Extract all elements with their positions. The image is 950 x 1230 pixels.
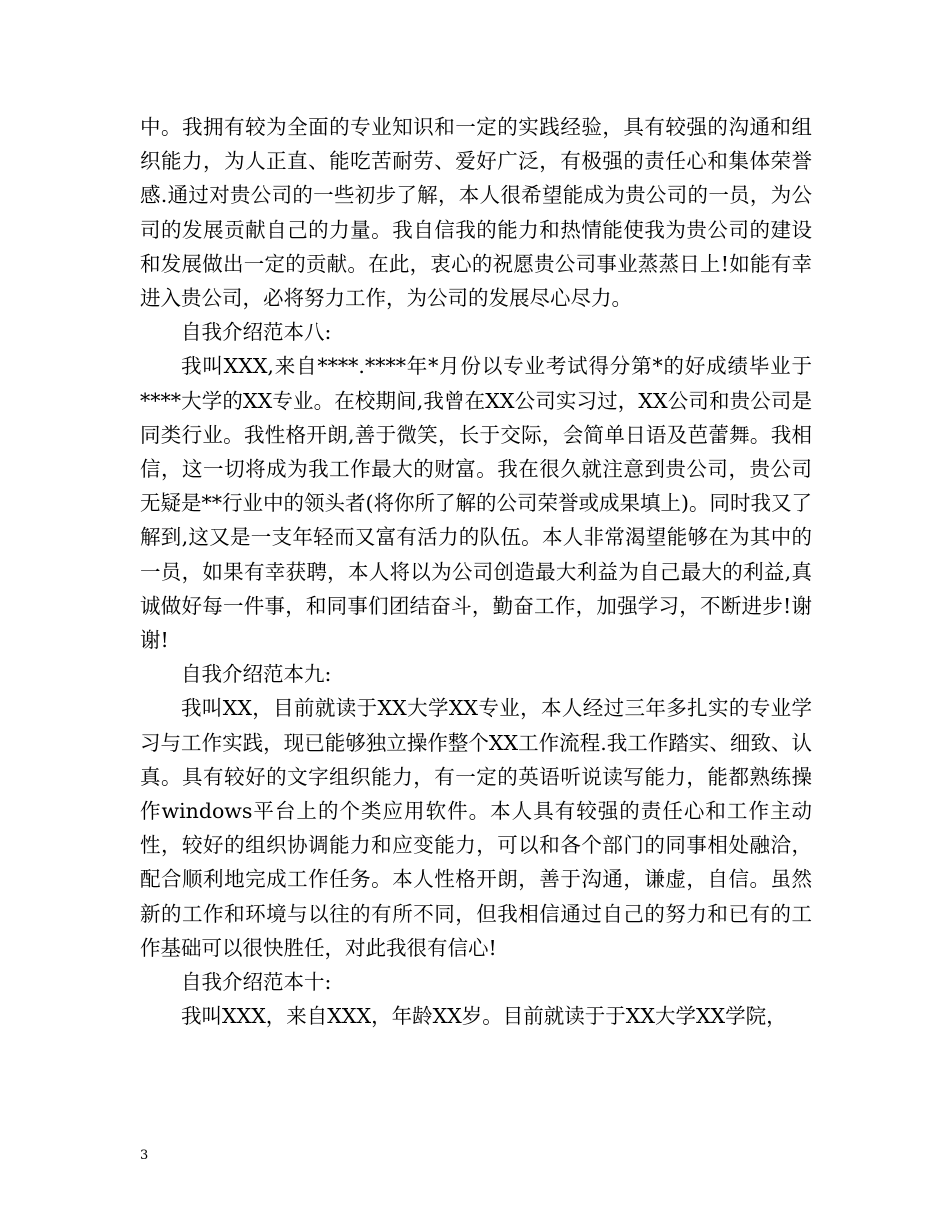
heading-sample-ten: 自我介绍范本十: bbox=[181, 970, 332, 995]
heading-sample-eight: 自我介绍范本八: bbox=[181, 320, 332, 345]
paragraph-sample-nine: 我叫XX，目前就读于XX大学XX专业，本人经过三年多扎实的专业学习与工作实践，现已能够独立操作整个XX工作流程.我工作踏实、细致、认真。具有较好的文字组织能力，有一定的英语听说读写能力，能都熟练操作windows平台上的个类应用软件。本人具有较强的责任心和工作主动性，较好的组织协调能力和应变能力，可以和各个部门的同事相处融洽，配合顺利地完成工作任务。本人性格开朗，善于沟通，谦虚，自信。虽然新的工作和环境与以往的有所不同，但我相信通过自己的努力和已有的工作基础可以很快胜任，对此我很有信心! bbox=[140, 696, 812, 960]
paragraph-intro-continued: 中。我拥有较为全面的专业知识和一定的实践经验，具有较强的沟通和组织能力，为人正直、能吃苦耐劳、爱好广泛，有极强的责任心和集体荣誉感.通过对贵公司的一些初步了解，本人很希望能成为贵公司的一员，为公司的发展贡献自己的力量。我自信我的能力和热情能使我为贵公司的建设和发展做出一定的贡献。在此，衷心的祝愿贵公司事业蒸蒸日上!如能有幸进入贵公司，必将努力工作，为公司的发展尽心尽力。 bbox=[140, 115, 812, 311]
paragraph-sample-ten: 我叫XXX，来自XXX，年龄XX岁。目前就读于于XX大学XX学院， bbox=[181, 1004, 787, 1029]
heading-sample-nine: 自我介绍范本九: bbox=[181, 662, 332, 687]
page-number: 3 bbox=[140, 1148, 149, 1163]
paragraph-sample-eight: 我叫XXX,来自****.****年*月份以专业考试得分第*的好成绩毕业于****大学的XX专业。在校期间,我曾在XX公司实习过，XX公司和贵公司是同类行业。我性格开朗,善于微笑，长于交际，会简单日语及芭蕾舞。我相信，这一切将成为我工作最大的财富。我在很久就注意到贵公司，贵公司无疑是**行业中的领头者(将你所了解的公司荣誉或成果填上)。同时我又了解到,这又是一支年轻而又富有活力的队伍。本人非常渴望能够在为其中的一员，如果有幸获聘，本人将以为公司创造最大利益为自己最大的利益,真诚做好每一件事，和同事们团结奋斗，勤奋工作，加强学习，不断进步!谢谢! bbox=[140, 354, 812, 653]
document-body bbox=[140, 110, 812, 1033]
